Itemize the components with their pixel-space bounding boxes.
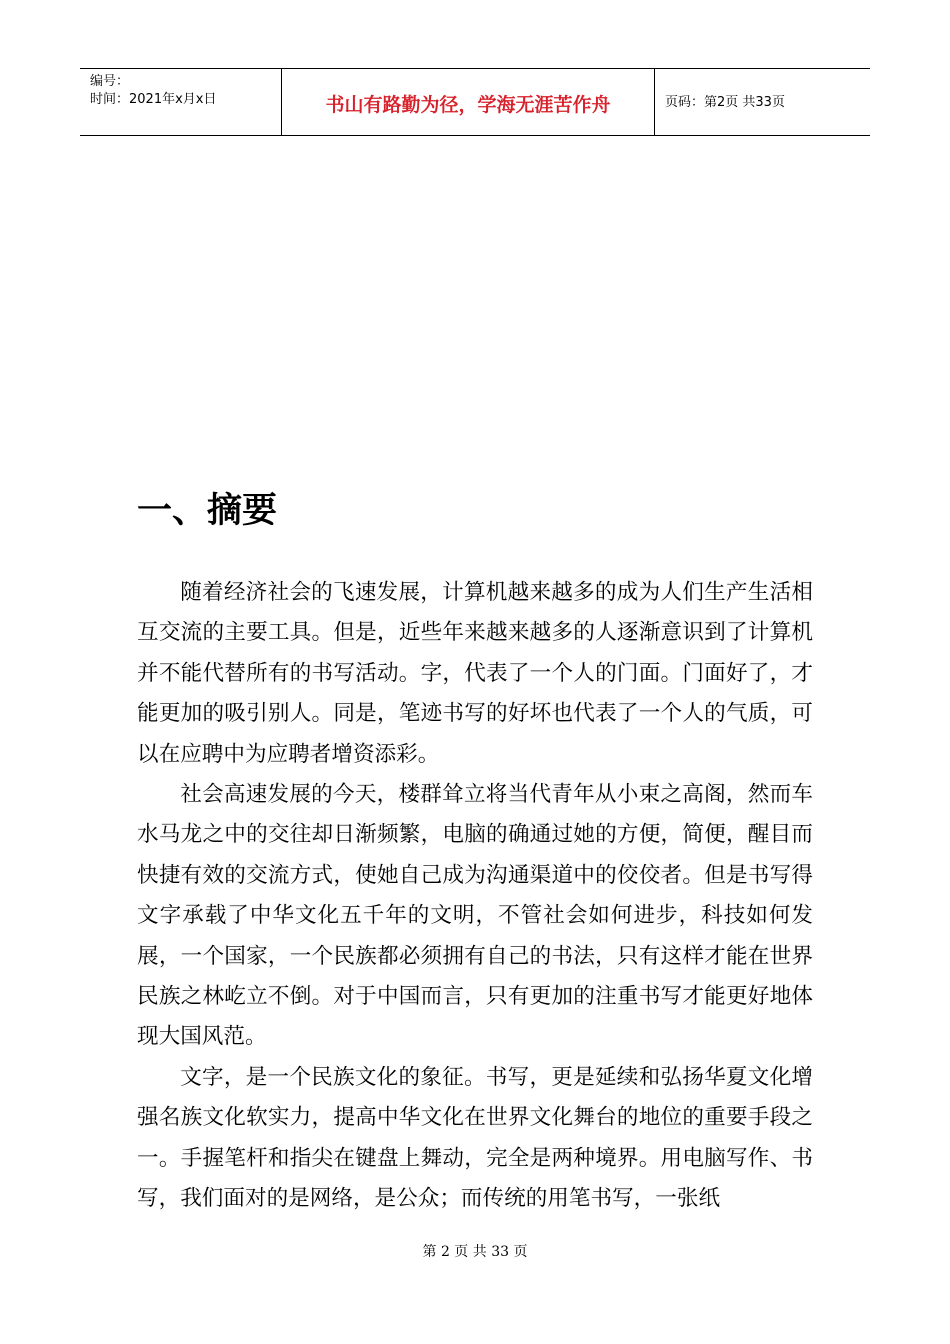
document-number-label: 编号： bbox=[90, 74, 130, 89]
abstract-body bbox=[137, 573, 813, 1220]
header-meta-cell bbox=[80, 69, 282, 135]
header-page-info: 页码：第2页 共33页 bbox=[665, 95, 785, 110]
document-date-label: 时间：2021年x月x日 bbox=[90, 92, 217, 107]
page-footer: 第 2 页 共 33 页 bbox=[422, 1244, 528, 1260]
header-page-cell bbox=[655, 69, 870, 135]
paragraph: 社会高速发展的今天，楼群耸立将当代青年从小束之高阁，然而车水马龙之中的交往却日渐频繁，电脑的确通过她的方便，简便，醒目而快捷有效的交流方式，使她自己成为沟通渠道中的佼佼者。但是书写得文字承载了中华文化五千年的文明，不管社会如何进步，科技如何发展，一个国家，一个民族都必须拥有自己的书法，只有这样才能在世界民族之林屹立不倒。对于中国而言，只有更加的注重书写才能更好地体现大国风范。 bbox=[137, 782, 813, 1050]
header-motto: 书山有路勤为径，学海无涯苦作舟 bbox=[325, 94, 611, 116]
paragraph: 文字，是一个民族文化的象征。书写，更是延续和弘扬华夏文化增强名族文化软实力，提高中华文化在世界文化舞台的地位的重要手段之一。手握笔杆和指尖在键盘上舞动，完全是两种境界。用电脑写作、书写，我们面对的是网络，是公众；而传统的用笔书写，一张纸 bbox=[137, 1064, 813, 1212]
header-motto-cell bbox=[282, 69, 655, 135]
section-heading: 一、摘要 bbox=[137, 490, 278, 531]
paragraph: 随着经济社会的飞速发展，计算机越来越多的成为人们生产生活相互交流的主要工具。但是，近些年来越来越多的人逐渐意识到了计算机并不能代替所有的书写活动。字，代表了一个人的门面。门面好了，才能更加的吸引别人。同是，笔迹书写的好坏也代表了一个人的气质，可以在应聘中为应聘者增资添彩。 bbox=[137, 580, 813, 767]
page-header bbox=[80, 68, 870, 136]
